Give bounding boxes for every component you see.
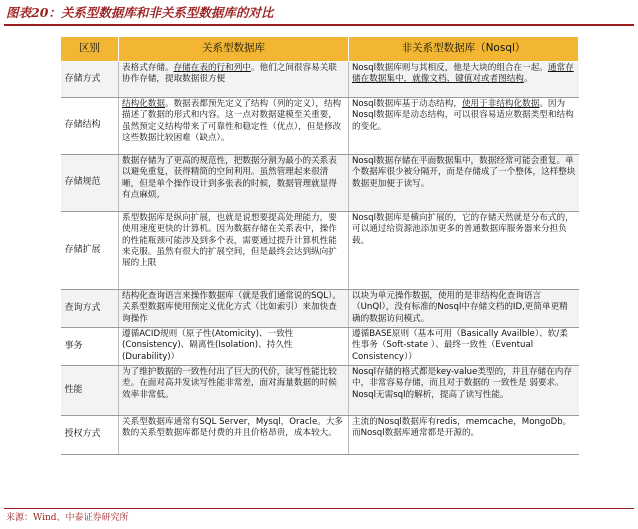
cell-text: Nosql数据库则与其相反，他是大块的组合在一起。 bbox=[352, 63, 548, 73]
table-row bbox=[61, 212, 579, 290]
table-row bbox=[61, 98, 579, 155]
relational-cell bbox=[119, 328, 349, 366]
nosql-cell bbox=[349, 155, 579, 212]
relational-cell bbox=[119, 62, 349, 98]
cell-text: 关系型数据库通常有SQL Server，Mysql，Oracle。大多数的关系型数据库都是付费的并且价格昂贵，成本较大。 bbox=[122, 417, 344, 439]
cell-text: 数据存储为了更高的规范性，把数据分割为最小的关系表以避免重复，获得精简的空间利用。虽然管理起来很清晰，但是单个操作设计到多张表的时候，数据管理就显得有点麻烦。 bbox=[122, 156, 337, 201]
cell-text: 遵循BASE原则（基本可用（Basically Availble）、软/柔性事务（Soft-state ）、最终一致性（Eventual Consistency）） bbox=[352, 329, 568, 362]
header-category: 区别 bbox=[61, 37, 119, 62]
table-row bbox=[61, 366, 579, 416]
nosql-cell bbox=[349, 212, 579, 290]
cell-text: 。因为Nosql数据库是动态结构，可以很容易适应数据类型和结构的变化。 bbox=[352, 99, 574, 132]
underlined-text: 使用于非结构化数据 bbox=[461, 99, 540, 109]
cell-text: 。数据表都预先定义了结构（列的定义），结构描述了数据的形式和内容。这一点对数据建模至关重要，虽然预定义结构带来了可靠性和稳定性（优点），但是修改这些数据比较困难（缺点）。 bbox=[122, 99, 342, 144]
cell-text: Nosql数据库是横向扩展的，它的存储天然就是分布式的，可以通过给资源池添加更多的普通数据库服务器来分担负载。 bbox=[352, 213, 574, 246]
figure-title: 图表20：关系型数据库和非关系型数据库的对比 bbox=[6, 5, 274, 20]
table-row bbox=[61, 416, 579, 455]
underlined-text: 通常存储在数据集中，就像文档、键值对或者图结构 bbox=[352, 63, 574, 85]
cell-text: 主流的Nosql数据库有redis，memcache，MongoDb。而Nosql数据库通常都是开源的。 bbox=[352, 417, 572, 439]
cell-text: 为了维护数据的一致性付出了巨大的代价，读写性能比较差。在面对高并发读写性能非常差，面对海量数据的时候效率非常低。 bbox=[122, 367, 337, 400]
underlined-text: 结构化数据 bbox=[122, 99, 165, 109]
nosql-cell bbox=[349, 328, 579, 366]
comparison-table bbox=[60, 36, 579, 455]
source-note: 来源：Wind、中泰证券研究所 bbox=[6, 513, 129, 523]
cell-text: Nosql数据存储在平面数据集中，数据经常可能会重复。单个数据库很少被分隔开，而是存储成了一个整体，这样整块数据更加便于读写。 bbox=[352, 156, 576, 189]
nosql-cell bbox=[349, 366, 579, 416]
relational-cell bbox=[119, 212, 349, 290]
nosql-cell bbox=[349, 98, 579, 155]
title-rule bbox=[4, 24, 634, 26]
cell-text: 。他们之间很容易关联协作存储，提取数据很方便 bbox=[122, 63, 337, 85]
cell-text: Nosql数据库基于动态结构， bbox=[352, 99, 462, 109]
cell-text: 以块为单元操作数据，使用的是非结构化查询语言（UnQl），没有标准的Nosql中存储文档的ID,更简单更精确的数据访问模式。 bbox=[352, 291, 568, 324]
relational-cell bbox=[119, 155, 349, 212]
cell-text: 结构化查询语言来操作数据库（就是我们通常说的SQL）。关系型数据库使用预定义优化方式（比如索引）来加快查询操作 bbox=[122, 291, 341, 324]
table-row bbox=[61, 155, 579, 212]
row-category: 性能 bbox=[61, 366, 119, 416]
nosql-cell bbox=[349, 416, 579, 455]
row-category: 存储结构 bbox=[61, 98, 119, 155]
table-row bbox=[61, 328, 579, 366]
row-category: 事务 bbox=[61, 328, 119, 366]
row-category: 存储规范 bbox=[61, 155, 119, 212]
cell-text: 遵循ACID规则（原子性(Atomicity)、一致性(Consistency)、隔离性(Isolation)、持久性(Durability)） bbox=[122, 329, 294, 362]
row-category: 查询方式 bbox=[61, 290, 119, 328]
relational-cell bbox=[119, 366, 349, 416]
relational-cell bbox=[119, 416, 349, 455]
row-category: 授权方式 bbox=[61, 416, 119, 455]
header-nosql: 非关系型数据库（Nosql） bbox=[349, 37, 579, 62]
relational-cell bbox=[119, 290, 349, 328]
cell-text: 系型数据库是纵向扩展，也就是说想要提高处理能力，要使用速度更快的计算机。因为数据存储在关系表中，操作的性能瓶颈可能涉及到多个表，需要通过提升计算机性能来克服。虽然有很大的扩展空间，但是最终会达到纵向扩展的上限 bbox=[122, 213, 337, 269]
table-row bbox=[61, 290, 579, 328]
row-category: 存储方式 bbox=[61, 62, 119, 98]
relational-cell bbox=[119, 98, 349, 155]
row-category: 存储扩展 bbox=[61, 212, 119, 290]
table-header-row bbox=[61, 37, 579, 62]
underlined-text: 存储在表的行和列中 bbox=[173, 63, 251, 73]
table-row bbox=[61, 62, 579, 98]
cell-text: 。 bbox=[523, 74, 533, 85]
nosql-cell bbox=[349, 290, 579, 328]
cell-text: Nosql存储的格式都是key-value类型的，并且存储在内存中，非常容易存储，而且对于数据的 一致性是 弱要求。Nosql无需sql的解析，提高了读写性能。 bbox=[352, 367, 572, 400]
nosql-cell bbox=[349, 62, 579, 98]
cell-text: 表格式存储。 bbox=[122, 63, 174, 73]
header-relational: 关系型数据库 bbox=[119, 37, 349, 62]
